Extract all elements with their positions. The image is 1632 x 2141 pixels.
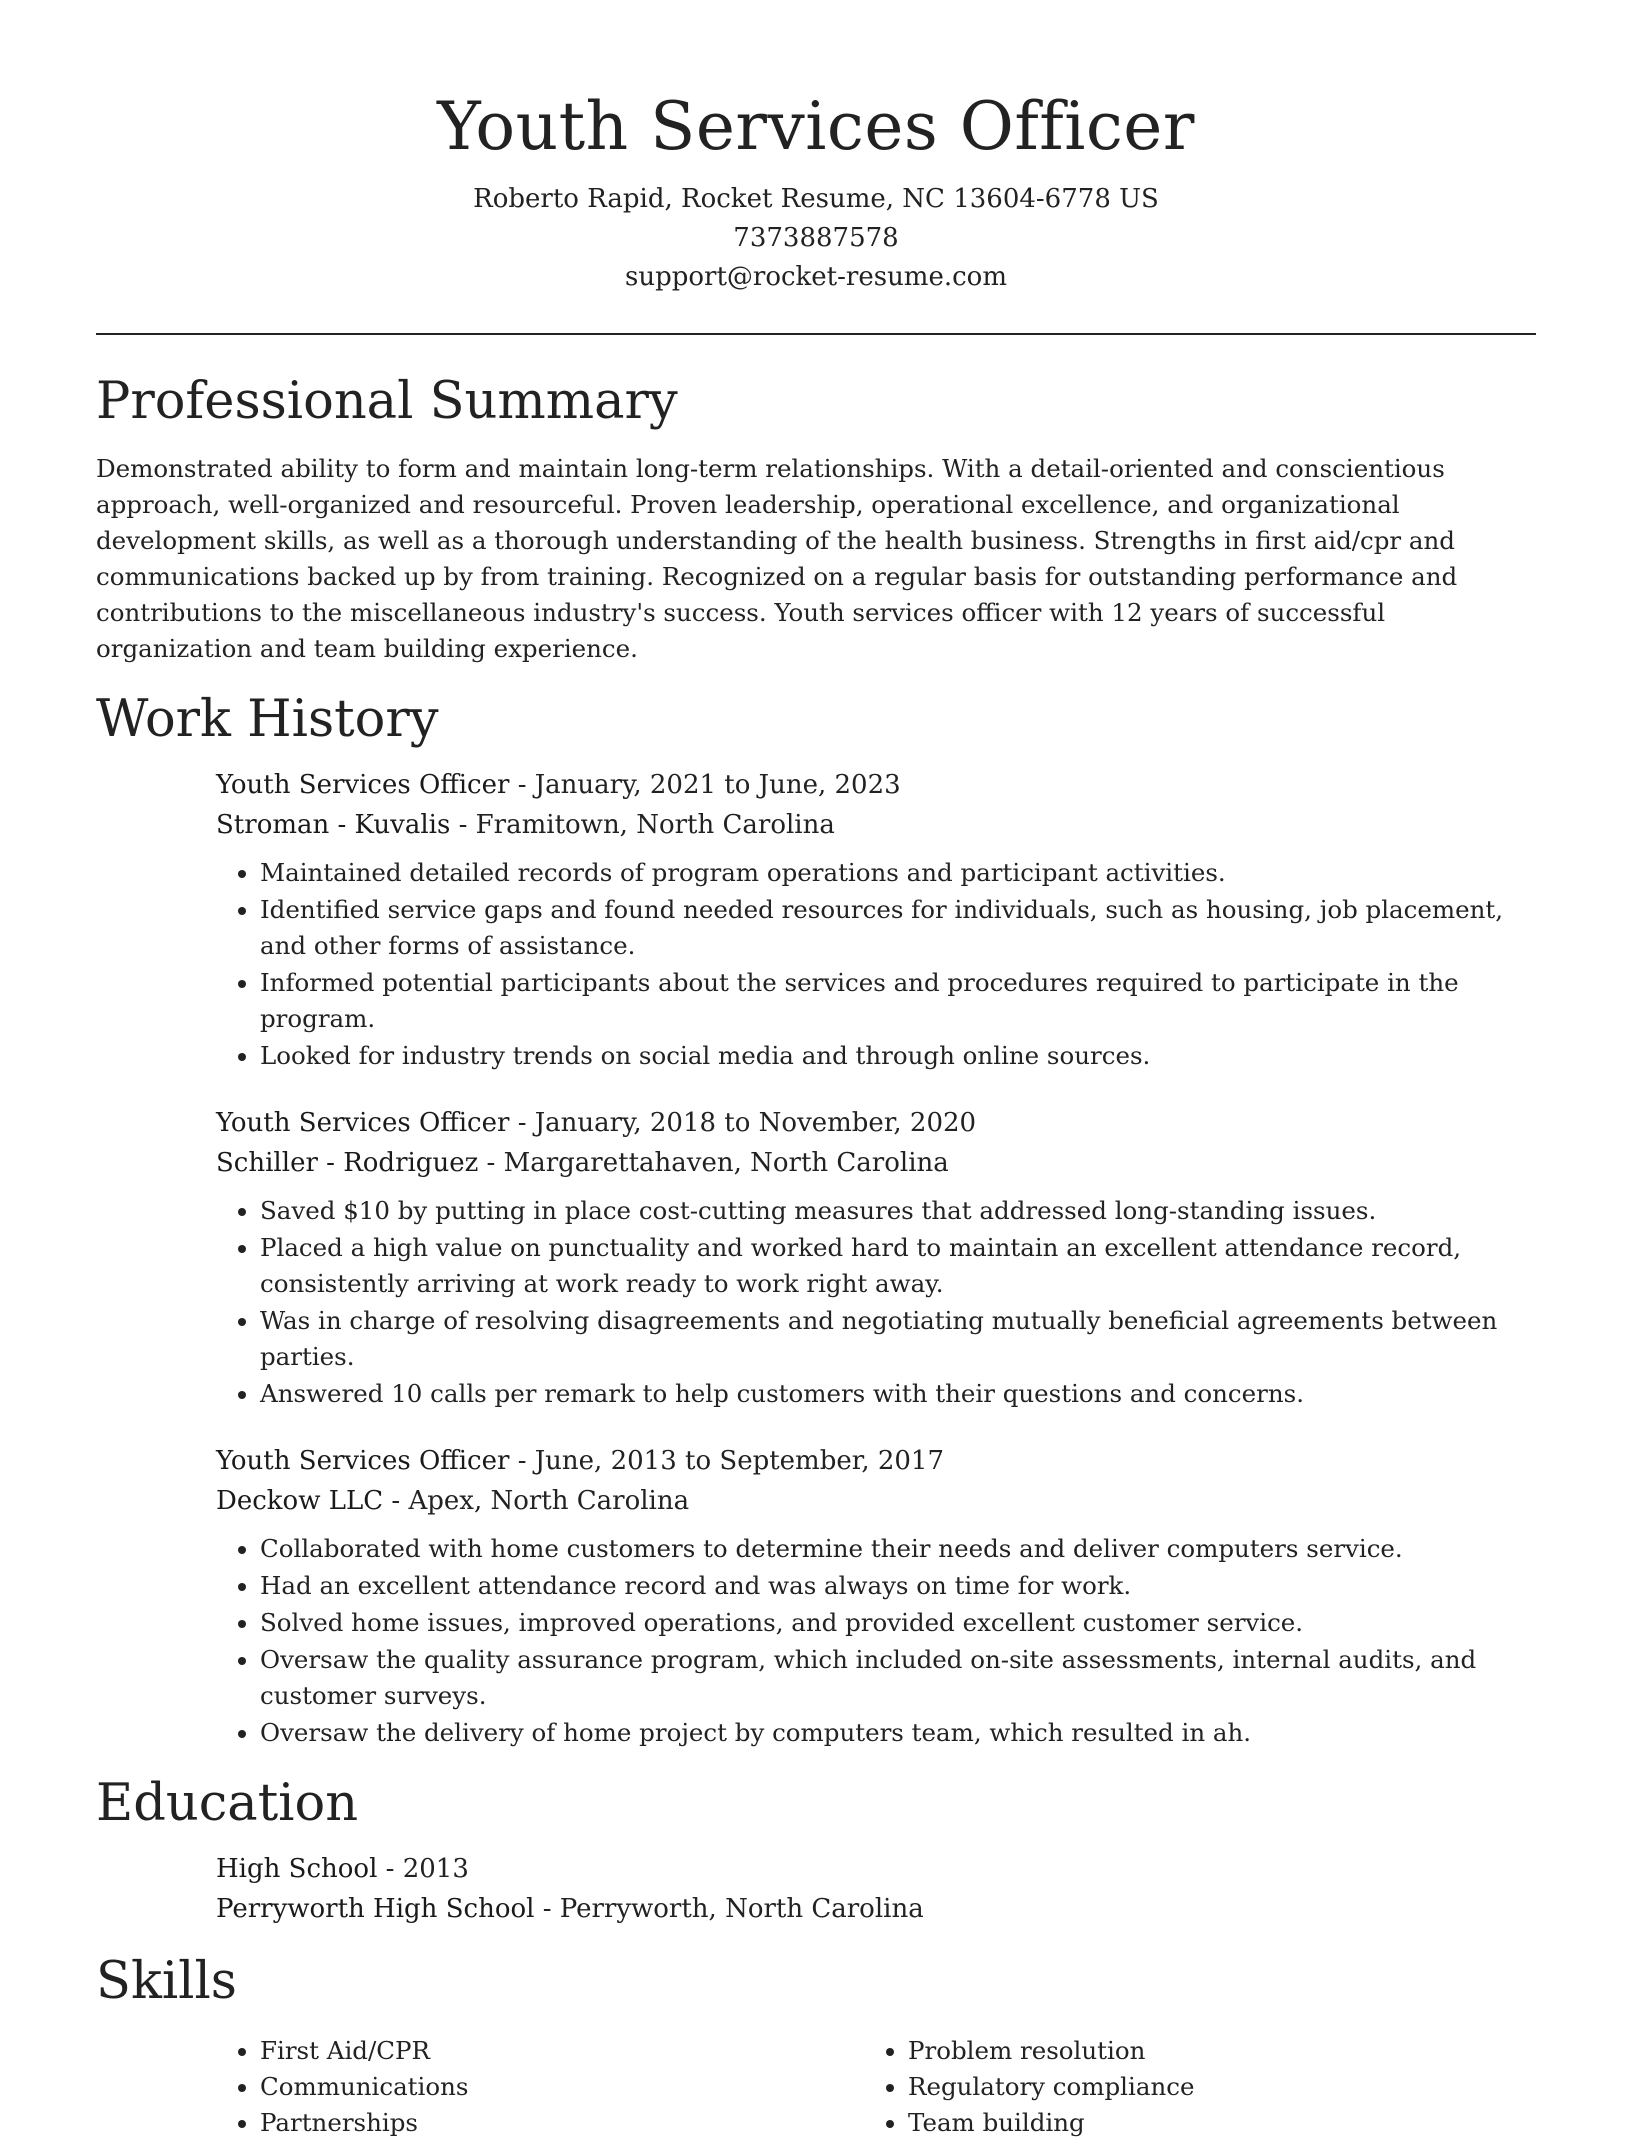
skills-heading: Skills [96,1952,237,2011]
job-title: Youth Services Officer [216,1446,510,1476]
header-divider [96,333,1536,335]
job-location: - Margarettahaven, North Carolina [478,1148,949,1178]
job-duty: • Solved home issues, improved operations, and provided excellent customer service. [260,1605,1536,1641]
job-entry [216,1441,1536,1751]
skills-section [96,1951,1536,2141]
job-duty: • Answered 10 calls per remark to help customers with their questions and concerns. [260,1376,1536,1412]
job-duty: • Was in charge of resolving disagreements and negotiating mutually beneficial agreements between parties. [260,1303,1536,1375]
education-entry [216,1849,1536,1929]
skill-item: • Communications [260,2069,864,2105]
education-degree-line [216,1849,1536,1889]
job-duties-list [216,1531,1536,1751]
contact-email: support@rocket-resume.com [624,262,1007,292]
job-company: Stroman - Kuvalis [216,810,451,840]
work-history-section [96,689,1536,1751]
skill-item: • Problem resolution [908,2033,1512,2069]
job-duty: • Looked for industry trends on social media and through online sources. [260,1038,1536,1074]
education-year: - 2013 [377,1854,469,1884]
job-duty: • Had an excellent attendance record and was always on time for work. [260,1568,1536,1604]
job-company-line [216,1481,1536,1521]
education-school: Perryworth High School [216,1894,535,1924]
job-company-line [216,805,1536,845]
job-entry [216,765,1536,1074]
job-duty: • Oversaw the delivery of home project by computers team, which resulted in ah. [260,1715,1536,1751]
job-dates: - June, 2013 to September, 2017 [509,1446,945,1476]
job-duties-list [216,855,1536,1074]
job-entry [216,1103,1536,1412]
skills-list-left [216,2033,864,2141]
job-duty: • Placed a high value on punctuality and worked hard to maintain an excellent attendance record, consistently arriving at work ready to work right away. [260,1230,1536,1302]
education-school-line [216,1889,1536,1929]
skill-item: • Team building [908,2105,1512,2141]
job-company: Deckow LLC [216,1486,384,1516]
skill-item: • Regulatory compliance [908,2069,1512,2105]
contact-address: Roberto Rapid, Rocket Resume, NC 13604-6778 US [473,184,1159,214]
job-title-line [216,1103,1536,1143]
job-title: Youth Services Officer [216,770,510,800]
education-location: - Perryworth, North Carolina [534,1894,924,1924]
resume-title: Youth Services Officer [437,88,1195,165]
contact-block [96,180,1536,297]
job-location: - Framitown, North Carolina [450,810,835,840]
education-section [96,1773,1536,1929]
summary-section [96,371,1536,667]
job-duty: • Saved $10 by putting in place cost-cutting measures that addressed long-standing issues. [260,1193,1536,1229]
job-title-line [216,765,1536,805]
skills-grid [216,2033,1536,2141]
job-location: - Apex, North Carolina [383,1486,690,1516]
contact-phone: 7373887578 [733,223,899,253]
job-dates: - January, 2021 to June, 2023 [509,770,901,800]
job-title-line [216,1441,1536,1481]
summary-heading: Professional Summary [96,372,678,431]
job-duty: • Collaborated with home customers to determine their needs and deliver computers service. [260,1531,1536,1567]
summary-text: Demonstrated ability to form and maintain long-term relationships. With a detail-oriented and conscientious approach, well-organized and resourceful. Proven leadership, operational excellence, and organizational development skills, as well as a thorough understanding of the health business. Strengths in first aid/cpr and communications backed up by from training. Recognized on a regular basis for outstanding performance and contributions to the miscellaneous industry's success. Youth services officer with 12 years of successful organization and team building experience. [96,454,1458,663]
job-duties-list [216,1193,1536,1412]
skill-item: • First Aid/CPR [260,2033,864,2069]
resume-page [96,0,1536,2141]
job-duty: • Informed potential participants about the services and procedures required to participate in the program. [260,965,1536,1037]
skills-list-right [864,2033,1512,2141]
job-duty: • Identified service gaps and found needed resources for individuals, such as housing, job placement, and other forms of assistance. [260,892,1536,964]
job-duty: • Oversaw the quality assurance program, which included on-site assessments, internal audits, and customer surveys. [260,1642,1536,1714]
job-company-line [216,1143,1536,1183]
job-company: Schiller - Rodriguez [216,1148,479,1178]
resume-header [96,0,1536,297]
education-degree: High School [216,1854,378,1884]
job-duty: • Maintained detailed records of program operations and participant activities. [260,855,1536,891]
education-heading: Education [96,1774,359,1833]
job-title: Youth Services Officer [216,1108,510,1138]
work-history-heading: Work History [96,690,439,749]
skill-item: • Partnerships [260,2105,864,2141]
job-dates: - January, 2018 to November, 2020 [509,1108,977,1138]
